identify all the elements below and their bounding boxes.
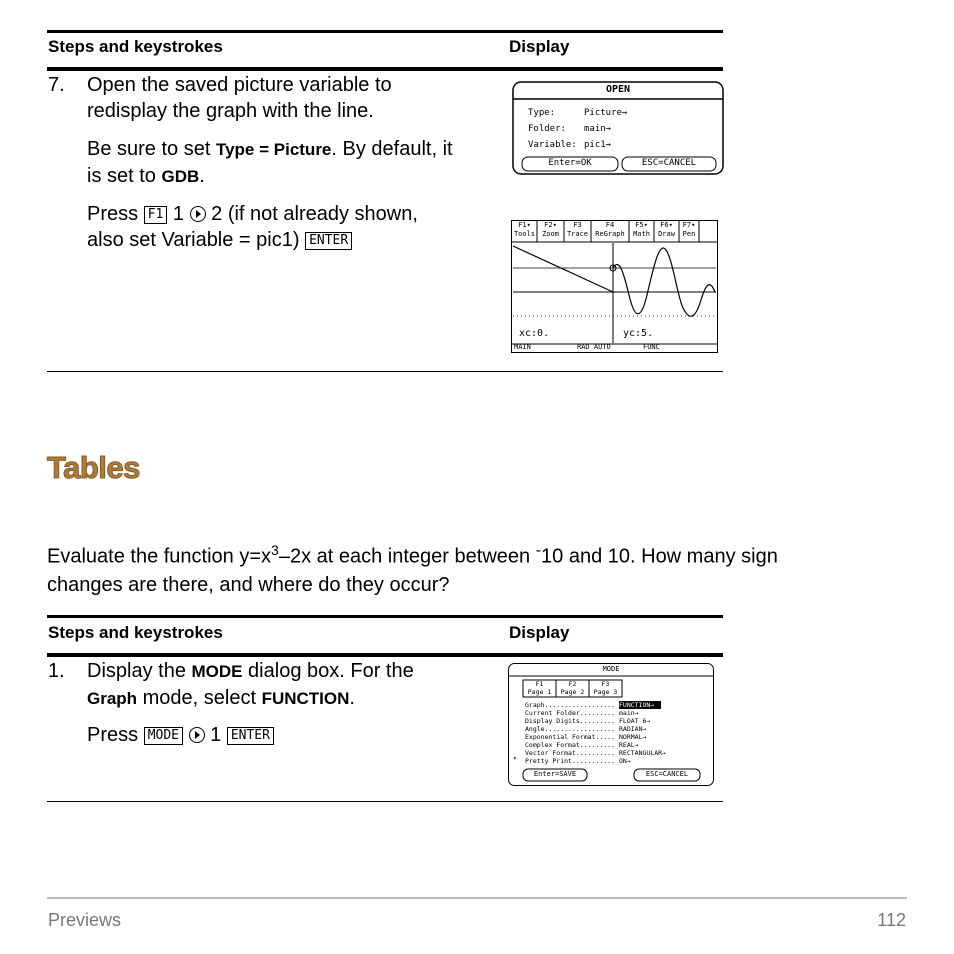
mode-row-label: Display Digits......... — [525, 717, 616, 725]
mode-row-label: Pretty Print........... — [525, 757, 616, 765]
step1-line1 — [87, 658, 507, 685]
step7-press-line2 — [87, 227, 507, 253]
step1-function-bold: FUNCTION — [261, 689, 350, 708]
footer-rule — [47, 897, 907, 899]
step1-press — [87, 722, 507, 748]
mode-row-value: ON→ — [619, 757, 631, 765]
intro-line1 — [47, 536, 887, 571]
note-suffix: . By default, it — [331, 138, 453, 160]
table1-top-rule — [47, 30, 723, 33]
right-arrow-key-icon — [189, 727, 205, 743]
intro-part3: 10 and 10. How many sign — [541, 545, 778, 568]
intro-sup: 3 — [271, 542, 279, 558]
step7-line1: Open the saved picture variable to — [87, 74, 392, 96]
table1-bottom-rule — [47, 371, 723, 372]
step7-note-line2 — [87, 163, 507, 190]
graph-yc-readout: yc:5. — [623, 328, 654, 339]
mode-scroll-down-icon: ▾ — [513, 755, 517, 762]
graph-tab-f6: F6▾ Draw — [658, 221, 675, 238]
mode-row-label: Current Folder......... — [525, 709, 616, 717]
press2-mid: 1 — [204, 724, 227, 746]
intro-part2: –2x at each integer between — [278, 545, 536, 568]
note-bold: Type = Picture — [215, 140, 332, 159]
mode-enter-button: Enter=SAVE — [533, 770, 577, 778]
mode-dialog-screenshot — [508, 663, 714, 786]
open-type-label: Type: — [528, 108, 556, 118]
graph-screenshot — [511, 220, 718, 353]
footer-section-name: Previews — [48, 910, 122, 930]
mode-row-value: main→ — [619, 709, 639, 717]
mode-row-label: Angle.................. — [525, 725, 616, 733]
press2-prefix: Press — [87, 724, 144, 746]
note2-bold: GDB — [161, 167, 200, 186]
table1-header-display: Display — [509, 37, 570, 56]
mode-row-digits — [525, 717, 710, 725]
step7-press-line1 — [87, 201, 507, 227]
table2-header-steps: Steps and keystrokes — [48, 623, 223, 642]
mode-row-value: NORMAL→ — [619, 733, 647, 741]
step7-text — [87, 72, 497, 124]
table2-header-rule — [47, 653, 723, 657]
section-title: Tables — [47, 450, 140, 485]
press-line2: also set Variable = pic1) — [87, 229, 306, 251]
graph-tab-f7: F7▾ Pen — [682, 221, 696, 238]
mode-row-folder — [525, 709, 710, 717]
mode-settings-list — [525, 701, 710, 765]
open-variable-value: pic1→ — [584, 140, 612, 150]
mode-page1-tab: F1 Page 1 — [527, 680, 552, 696]
table2-header-display: Display — [509, 623, 570, 642]
intro-part1: Evaluate the function y=x — [47, 545, 272, 568]
step1-line2 — [87, 685, 507, 712]
step1-number: 1. — [48, 660, 65, 682]
mode-page3-tab: F3 Page 3 — [593, 680, 618, 696]
open-variable-label: Variable: — [528, 140, 577, 150]
graph-status-main: MAIN — [514, 343, 531, 351]
enter-key: ENTER — [305, 232, 352, 250]
press-prefix: Press — [87, 203, 144, 225]
step1-prefix: Display the — [87, 660, 192, 682]
mode-row-vector — [525, 749, 710, 757]
step1-text — [87, 658, 507, 712]
f1-key: F1 — [144, 206, 168, 224]
graph-tab-row — [512, 221, 717, 242]
step1-mid: mode, select — [137, 687, 262, 709]
graph-tab-f3: F3 Trace — [566, 221, 589, 238]
mode-row-label: Complex Format......... — [525, 741, 616, 749]
table1-header-rule — [47, 67, 723, 71]
mode-page2-tab: F2 Page 2 — [560, 680, 585, 696]
open-esc-button: ESC=CANCEL — [641, 158, 697, 168]
mode-row-value: REAL→ — [619, 741, 639, 749]
intro-line2: changes are there, and where do they occur? — [47, 573, 450, 596]
mode-row-angle — [525, 725, 710, 733]
right-arrow-key-icon — [190, 206, 206, 222]
press-mid2: 2 (if not already shown, — [205, 203, 418, 225]
open-folder-label: Folder: — [528, 124, 566, 134]
note-prefix: Be sure to set — [87, 138, 216, 160]
open-type-value: Picture→ — [584, 108, 628, 118]
step1-line2-suffix: . — [349, 687, 355, 709]
open-folder-value: main→ — [584, 124, 612, 134]
note2-prefix: is set to — [87, 165, 162, 187]
graph-status-mode: RAD AUTO — [577, 343, 611, 351]
step7-note-line1 — [87, 136, 507, 163]
graph-tab-f5: F5▾ Math — [633, 221, 650, 238]
mode-row-complex — [525, 741, 710, 749]
press-mid1: 1 — [167, 203, 190, 225]
enter-key: ENTER — [227, 727, 274, 745]
mode-row-value: FLOAT 6→ — [619, 717, 651, 725]
step7-note — [87, 136, 507, 190]
mode-dialog-title: MODE — [602, 665, 620, 673]
table1-header-steps: Steps and keystrokes — [48, 37, 223, 56]
mode-esc-button: ESC=CANCEL — [645, 770, 689, 778]
mode-row-label: Graph.................. — [525, 701, 616, 709]
table2-bottom-rule — [47, 801, 723, 802]
step1-suffix: dialog box. For the — [242, 660, 414, 682]
note2-suffix: . — [199, 165, 205, 187]
step7-number: 7. — [48, 74, 65, 96]
mode-row-pretty — [525, 757, 710, 765]
step7-press — [87, 201, 507, 253]
open-dialog-screenshot — [512, 81, 724, 175]
step7-line2: redisplay the graph with the line. — [87, 100, 374, 122]
graph-status-func: FUNC — [643, 343, 660, 351]
open-dialog-title: OPEN — [605, 84, 631, 95]
graph-xc-readout: xc:0. — [519, 328, 550, 339]
intro-neg: - — [535, 542, 542, 559]
mode-row-value: RECTANGULAR→ — [619, 749, 666, 757]
mode-row-value: RADIAN→ — [619, 725, 647, 733]
mode-row-label: Exponential Format..... — [525, 733, 616, 741]
table2-top-rule — [47, 615, 723, 618]
mode-row-exponential — [525, 733, 710, 741]
open-enter-button: Enter=OK — [548, 158, 592, 168]
mode-row-graph — [525, 701, 710, 709]
mode-key: MODE — [144, 727, 183, 745]
section-intro — [47, 536, 887, 599]
mode-row-value: FUNCTION→ — [619, 701, 655, 709]
graph-tab-f1: F1▾ Tools — [513, 221, 536, 238]
graph-tab-f4: F4 ReGraph — [595, 221, 625, 238]
step1-graph-bold: Graph — [87, 689, 138, 708]
footer-page-number: 112 — [877, 910, 906, 930]
graph-tab-f2: F2▾ Zoom — [542, 221, 559, 238]
step1-bold: MODE — [191, 662, 243, 681]
mode-row-label: Vector Format.......... — [525, 749, 616, 757]
